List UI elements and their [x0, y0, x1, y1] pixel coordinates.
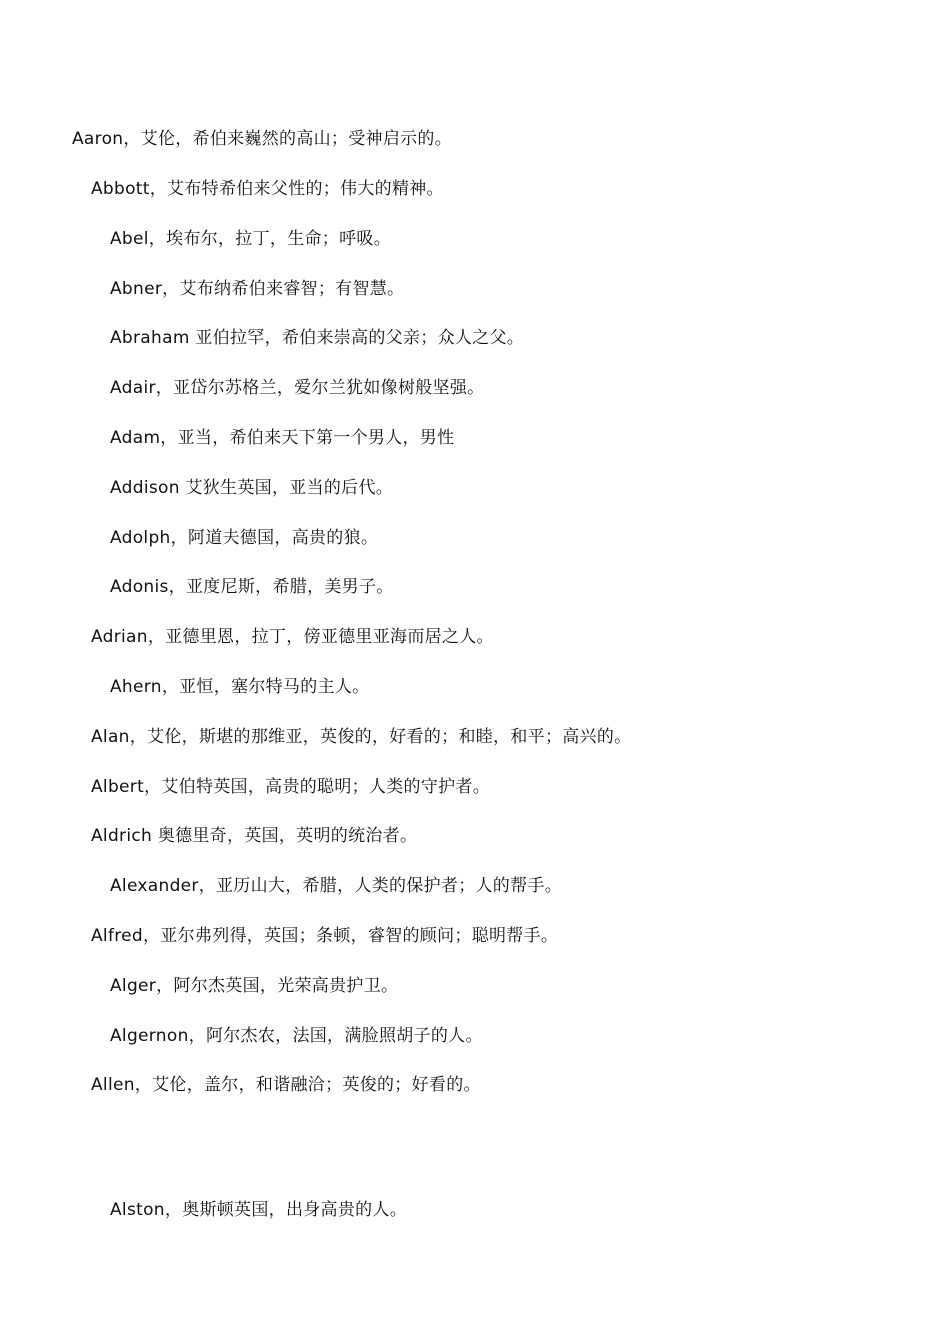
- name-entry-adonis: Adonis，亚度尼斯，希腊，美男子。: [110, 577, 394, 597]
- name-entry-ahern: Ahern，亚恒，塞尔特马的主人。: [110, 677, 370, 697]
- name-entry-adair: Adair，亚岱尔苏格兰，爱尔兰犹如像树般坚强。: [110, 378, 485, 398]
- name-entry-alston: Alston，奥斯顿英国，出身高贵的人。: [110, 1200, 408, 1220]
- name-entry-aldrich: Aldrich 奥德里奇，英国，英明的统治者。: [91, 826, 418, 846]
- name-entry-adam: Adam，亚当，希伯来天下第一个男人，男性: [110, 428, 455, 448]
- name-entry-abel: Abel，埃布尔，拉丁，生命；呼吸。: [110, 229, 392, 249]
- name-entry-alan: Alan，艾伦，斯堪的那维亚，英俊的，好看的；和睦，和平；高兴的。: [91, 727, 632, 747]
- name-entry-addison: Addison 艾狄生英国，亚当的后代。: [110, 478, 394, 498]
- name-entry-algernon: Algernon，阿尔杰农，法国，满脸照胡子的人。: [110, 1026, 483, 1046]
- name-entry-allen: Allen，艾伦，盖尔，和谐融洽；英俊的；好看的。: [91, 1075, 481, 1095]
- name-entry-abraham: Abraham 亚伯拉罕，希伯来崇高的父亲；众人之父。: [110, 328, 525, 348]
- name-entry-alexander: Alexander，亚历山大，希腊，人类的保护者；人的帮手。: [110, 876, 563, 896]
- name-entry-abner: Abner，艾布纳希伯来睿智；有智慧。: [110, 279, 405, 299]
- name-entry-abbott: Abbott，艾布特希伯来父性的；伟大的精神。: [91, 179, 444, 199]
- name-entry-adrian: Adrian，亚德里恩，拉丁，傍亚德里亚海而居之人。: [91, 627, 494, 647]
- name-entry-alger: Alger，阿尔杰英国，光荣高贵护卫。: [110, 976, 399, 996]
- name-entry-albert: Albert，艾伯特英国，高贵的聪明；人类的守护者。: [91, 777, 491, 797]
- name-entry-adolph: Adolph，阿道夫德国，高贵的狼。: [110, 528, 379, 548]
- name-entry-alfred: Alfred，亚尔弗列得，英国；条顿，睿智的顾问；聪明帮手。: [91, 926, 559, 946]
- name-entry-aaron: Aaron，艾伦，希伯来巍然的高山；受神启示的。: [72, 129, 453, 149]
